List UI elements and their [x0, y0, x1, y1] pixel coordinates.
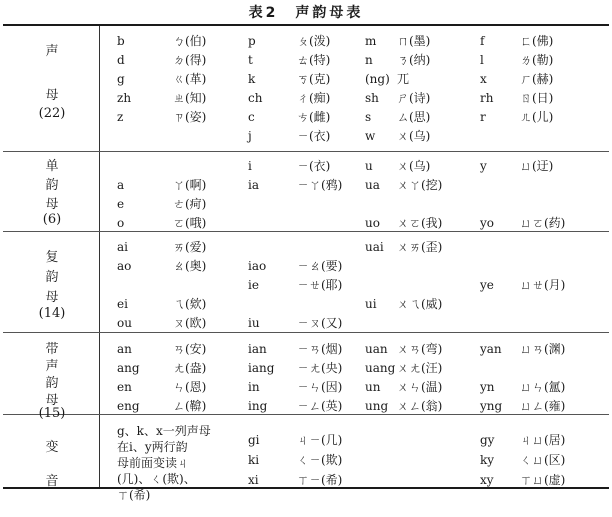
pinyin-cell: b: [117, 34, 125, 48]
pinyin-cell: ian: [248, 342, 267, 356]
section-label: (15): [38, 406, 66, 421]
pinyin-cell: e: [117, 197, 125, 211]
zhuyin-cell: ㄑㄩ(区): [520, 453, 566, 467]
pinyin-cell: sh: [365, 91, 379, 105]
pinyin-cell: u: [365, 159, 373, 173]
pinyin-cell: ky: [480, 453, 495, 467]
zhuyin-cell: ㄩ(迂): [520, 159, 554, 173]
pinyin-cell: ui: [365, 297, 377, 311]
pinyin-cell: ie: [248, 278, 259, 292]
zhuyin-cell: ㄧㄣ(因): [297, 380, 343, 394]
zhuyin-cell: ㄨㄞ(歪): [397, 240, 443, 254]
label-column-divider: [99, 26, 100, 488]
zhuyin-cell: ㄧㄥ(英): [297, 399, 343, 413]
pinyin-cell: ou: [117, 316, 132, 330]
pinyin-cell: uan: [365, 342, 388, 356]
pinyin-cell: i: [248, 159, 252, 173]
zhuyin-cell: ㄌ(勒): [520, 53, 554, 67]
section-label: 母: [45, 88, 59, 103]
pinyin-cell: g: [117, 72, 125, 86]
pinyin-cell: k: [248, 72, 256, 86]
zhuyin-cell: ㄞ(爱): [173, 240, 207, 254]
pinyin-cell: yan: [480, 342, 502, 356]
zhuyin-cell: ㄧㄡ(又): [297, 316, 343, 330]
zhuyin-cell: ㄐㄩ(居): [520, 433, 566, 447]
pinyin-cell: t: [248, 53, 253, 67]
zhuyin-cell: ㄣ(恩): [173, 380, 207, 394]
pinyin-cell: o: [117, 216, 125, 230]
zhuyin-cell: ㄈ(佛): [520, 34, 554, 48]
pinyin-cell: xy: [480, 473, 494, 487]
zhuyin-cell: ㄨ(乌): [397, 159, 431, 173]
zhuyin-cell: ㄏ(赫): [520, 72, 554, 86]
zhuyin-cell: ㄩㄛ(药): [520, 216, 566, 230]
section-label: 声: [45, 44, 59, 59]
pinyin-cell: ia: [248, 178, 259, 192]
zhuyin-cell: ㄒㄩ(虚): [520, 473, 566, 487]
zhuyin-cell: ㄒㄧ(希): [297, 473, 343, 487]
section-label: (22): [38, 106, 66, 121]
pinyin-cell: un: [365, 380, 381, 394]
section-label: 韵: [45, 270, 59, 285]
pinyin-cell: ai: [117, 240, 128, 254]
pinyin-cell: ki: [248, 453, 260, 467]
zhuyin-cell: ㄨㄟ(威): [397, 297, 443, 311]
zhuyin-cell: ㄛ(哦): [173, 216, 207, 230]
pinyin-cell: gy: [480, 433, 495, 447]
zhuyin-cell: ㄕ(诗): [397, 91, 431, 105]
pinyin-cell: z: [117, 110, 124, 124]
zhuyin-cell: ㄐㄧ(几): [297, 433, 343, 447]
zhuyin-cell: ㄤ(盎): [173, 361, 207, 375]
variant-note: g、k、x一列声母 在i、y两行韵 母前面变读ㄐ (几)、ㄑ(欺)、 ㄒ(希): [117, 424, 211, 502]
pinyin-cell: y: [480, 159, 487, 173]
pinyin-cell: d: [117, 53, 125, 67]
section-divider: [3, 151, 609, 152]
zhuyin-cell: ㄖ(日): [520, 91, 554, 105]
pinyin-cell: uai: [365, 240, 384, 254]
section-label: 韵: [45, 376, 59, 391]
section-label: 母: [45, 290, 59, 305]
section-label: (14): [38, 306, 66, 321]
pinyin-cell: w: [365, 129, 376, 143]
zhuyin-cell: ㄧㄚ(鸦): [297, 178, 343, 192]
zhuyin-cell: ㄨㄤ(汪): [397, 361, 443, 375]
zhuyin-cell: ㄧ(衣): [297, 129, 331, 143]
pinyin-cell: ch: [248, 91, 263, 105]
zhuyin-cell: ㄥ(鞥): [173, 399, 207, 413]
table-title: 表2 声韵母表: [248, 5, 364, 21]
zhuyin-cell: ㄧㄢ(烟): [297, 342, 343, 356]
zhuyin-cell: ㄎ(克): [297, 72, 331, 86]
zhuyin-cell: ㄧㄝ(耶): [297, 278, 343, 292]
section-label: 声: [45, 359, 59, 374]
section-label: 母: [45, 197, 59, 212]
pinyin-cell: p: [248, 34, 256, 48]
zhuyin-cell: ㄢ(安): [173, 342, 207, 356]
pinyin-cell: eng: [117, 399, 140, 413]
pinyin-cell: l: [480, 53, 484, 67]
section-divider: [3, 231, 609, 232]
zhuyin-cell: ㄊ(特): [297, 53, 331, 67]
zhuyin-cell: ㄩㄢ(渊): [520, 342, 566, 356]
zhuyin-cell: ㄩㄣ(氲): [520, 380, 566, 394]
pinyin-cell: j: [248, 129, 252, 143]
zhuyin-cell: ㄫ: [397, 72, 410, 86]
bottom-rule: [3, 487, 609, 489]
pinyin-cell: uang: [365, 361, 396, 375]
pinyin-cell: c: [248, 110, 255, 124]
pinyin-cell: yng: [480, 399, 503, 413]
pinyin-cell: en: [117, 380, 132, 394]
pinyin-cell: in: [248, 380, 260, 394]
pinyin-cell: ei: [117, 297, 128, 311]
pinyin-cell: f: [480, 34, 485, 48]
pinyin-cell: x: [480, 72, 487, 86]
zhuyin-cell: ㄨㄚ(挖): [397, 178, 443, 192]
top-rule: [3, 24, 609, 26]
pinyin-cell: yo: [480, 216, 495, 230]
zhuyin-cell: ㄩㄥ(雍): [520, 399, 566, 413]
zhuyin-cell: ㄋ(纳): [397, 53, 431, 67]
zhuyin-cell: ㄓ(知): [173, 91, 207, 105]
pinyin-cell: iang: [248, 361, 275, 375]
zhuyin-cell: ㄉ(得): [173, 53, 207, 67]
section-label: 母: [45, 393, 59, 408]
pinyin-cell: an: [117, 342, 132, 356]
zhuyin-cell: ㄆ(泼): [297, 34, 331, 48]
zhuyin-cell: ㄦ(儿): [520, 110, 554, 124]
section-divider: [3, 332, 609, 333]
section-label: 音: [45, 474, 59, 489]
zhuyin-cell: ㄜ(疴): [173, 197, 207, 211]
zhuyin-cell: ㄩㄝ(月): [520, 278, 566, 292]
zhuyin-cell: ㄅ(伯): [173, 34, 207, 48]
zhuyin-cell: ㄨㄛ(我): [397, 216, 443, 230]
section-label: 变: [45, 440, 59, 455]
pinyin-cell: ung: [365, 399, 389, 413]
pinyin-cell: ing: [248, 399, 268, 413]
section-label: 单: [45, 159, 59, 174]
pinyin-cell: iao: [248, 259, 267, 273]
zhuyin-cell: ㄔ(痴): [297, 91, 331, 105]
zhuyin-cell: ㄙ(思): [397, 110, 431, 124]
zhuyin-cell: ㄧ(衣): [297, 159, 331, 173]
zhuyin-cell: ㄗ(姿): [173, 110, 207, 124]
pinyin-cell: n: [365, 53, 373, 67]
pinyin-cell: ua: [365, 178, 380, 192]
zhuyin-cell: ㄨㄣ(温): [397, 380, 443, 394]
pinyin-cell: a: [117, 178, 125, 192]
zhuyin-cell: ㄠ(奥): [173, 259, 207, 273]
pinyin-cell: iu: [248, 316, 260, 330]
pinyin-cell: s: [365, 110, 372, 124]
pinyin-cell: rh: [480, 91, 494, 105]
section-label: (6): [42, 212, 62, 227]
pinyin-cell: r: [480, 110, 486, 124]
pinyin-cell: uo: [365, 216, 380, 230]
zhuyin-cell: ㄨㄥ(翁): [397, 399, 443, 413]
zhuyin-cell: ㄨㄢ(弯): [397, 342, 443, 356]
pinyin-cell: ang: [117, 361, 140, 375]
section-label: 韵: [45, 178, 59, 193]
zhuyin-cell: ㄘ(雌): [297, 110, 331, 124]
pinyin-cell: (ng): [365, 72, 390, 86]
pinyin-cell: xi: [248, 473, 259, 487]
zhuyin-cell: ㄨ(乌): [397, 129, 431, 143]
section-label: 复: [45, 250, 59, 265]
zhuyin-cell: ㄧㄠ(要): [297, 259, 343, 273]
pinyin-cell: m: [365, 34, 377, 48]
zhuyin-cell: ㄚ(啊): [173, 178, 207, 192]
pinyin-cell: ao: [117, 259, 132, 273]
zhuyin-cell: ㄟ(欸): [173, 297, 207, 311]
zhuyin-cell: ㄍ(革): [173, 72, 207, 86]
pinyin-cell: yn: [480, 380, 495, 394]
zhuyin-cell: ㄇ(墨): [397, 34, 431, 48]
section-label: 带: [45, 342, 59, 357]
zhuyin-cell: ㄧㄤ(央): [297, 361, 343, 375]
pinyin-cell: zh: [117, 91, 132, 105]
pinyin-cell: gi: [248, 433, 260, 447]
section-divider: [3, 414, 609, 415]
zhuyin-cell: ㄑㄧ(欺): [297, 453, 343, 467]
zhuyin-cell: ㄡ(欧): [173, 316, 207, 330]
pinyin-cell: ye: [480, 278, 494, 292]
